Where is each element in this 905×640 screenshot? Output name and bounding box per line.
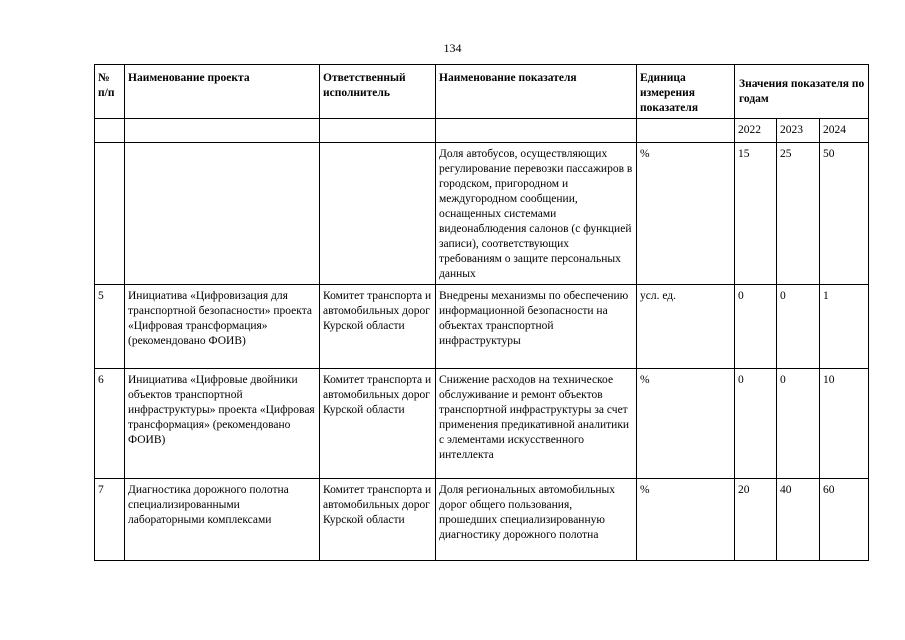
years-row-empty <box>320 119 436 143</box>
row-value-2024: 10 <box>820 369 869 479</box>
row-executor <box>320 143 436 285</box>
header-indicator: Наименование показателя <box>436 65 637 119</box>
header-row <box>95 65 869 119</box>
row-executor: Комитет транспорта и автомобильных дорог Курской области <box>320 285 436 369</box>
row-value-2024: 1 <box>820 285 869 369</box>
row-value-2022: 20 <box>735 479 777 561</box>
year-2024: 2024 <box>820 119 869 143</box>
row-indicator: Доля региональных автомобильных дорог общего пользования, прошедших специализированную диагностику дорожного полотна <box>436 479 637 561</box>
years-row-empty <box>125 119 320 143</box>
row-num: 6 <box>95 369 125 479</box>
row-value-2024: 50 <box>820 143 869 285</box>
header-values: Значения показателя по годам <box>735 65 869 119</box>
row-num: 7 <box>95 479 125 561</box>
row-executor: Комитет транспорта и автомобильных дорог Курской области <box>320 479 436 561</box>
row-project: Инициатива «Цифровизация для транспортной безопасности» проекта «Цифровая трансформация» (рекомендовано ФОИВ) <box>125 285 320 369</box>
row-value-2023: 25 <box>777 143 820 285</box>
header-num: № п/п <box>95 65 125 119</box>
row-unit: % <box>637 369 735 479</box>
table-row <box>95 369 869 479</box>
row-indicator: Доля автобусов, осуществляющих регулирование перевозки пассажиров в городском, пригородном и междугородном сообщении, оснащенных системами видеонаблюдения салонов (с функцией записи), соответствующих требованиям о защите персональных данных <box>436 143 637 285</box>
row-project: Инициатива «Цифровые двойники объектов транспортной инфраструктуры» проекта «Цифровая трансформация» (рекомендовано ФОИВ) <box>125 369 320 479</box>
header-unit: Единица измерения показателя <box>637 65 735 119</box>
row-value-2023: 0 <box>777 369 820 479</box>
header-project: Наименование проекта <box>125 65 320 119</box>
row-indicator: Внедрены механизмы по обеспечению информационной безопасности на объектах транспортной инфраструктуры <box>436 285 637 369</box>
years-row <box>95 119 869 143</box>
row-unit: % <box>637 143 735 285</box>
row-value-2023: 40 <box>777 479 820 561</box>
header-executor: Ответственный исполнитель <box>320 65 436 119</box>
row-unit: усл. ед. <box>637 285 735 369</box>
year-2022: 2022 <box>735 119 777 143</box>
row-value-2022: 0 <box>735 369 777 479</box>
row-unit: % <box>637 479 735 561</box>
row-num: 5 <box>95 285 125 369</box>
years-row-empty <box>637 119 735 143</box>
row-value-2022: 0 <box>735 285 777 369</box>
table-row <box>95 285 869 369</box>
years-row-empty <box>95 119 125 143</box>
table-row <box>95 143 869 285</box>
year-2023: 2023 <box>777 119 820 143</box>
years-row-empty <box>436 119 637 143</box>
table-row <box>95 479 869 561</box>
row-executor: Комитет транспорта и автомобильных дорог Курской области <box>320 369 436 479</box>
row-value-2023: 0 <box>777 285 820 369</box>
row-indicator: Снижение расходов на техническое обслуживание и ремонт объектов транспортной инфраструктуры за счет применения предикативной аналитики с элементами искусственного интеллекта <box>436 369 637 479</box>
row-value-2022: 15 <box>735 143 777 285</box>
indicators-table <box>94 64 869 561</box>
row-project: Диагностика дорожного полотна специализированными лабораторными комплексами <box>125 479 320 561</box>
row-project <box>125 143 320 285</box>
row-value-2024: 60 <box>820 479 869 561</box>
row-num <box>95 143 125 285</box>
page-number: 134 <box>443 41 462 55</box>
